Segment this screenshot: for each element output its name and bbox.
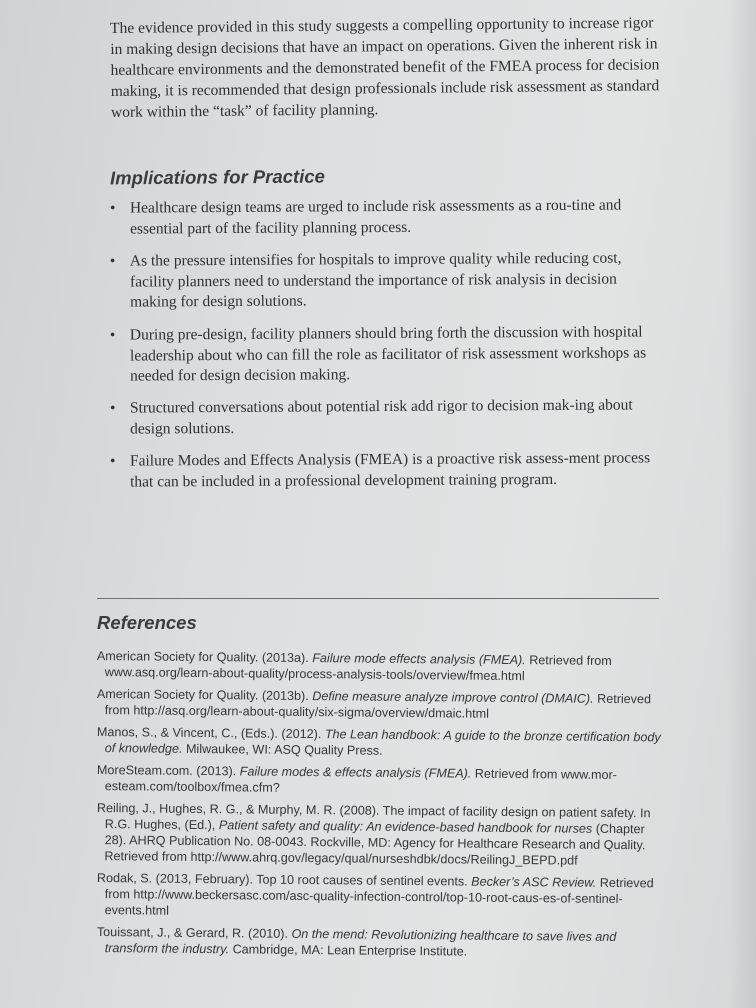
- references-section: [97, 612, 667, 962]
- list-item-text: As the pressure intensifies for hospitals to improve quality while reducing cost, facility planners need to understand the importance of risk analysis in decision making for design solutions.: [129, 249, 622, 311]
- reference-text: Cambridge, MA: Lean Enterprise Institute.: [229, 942, 468, 959]
- reference-entry: [97, 762, 667, 799]
- list-item-text: Healthcare design teams are urged to include risk assessments as a rou-tine and essential part of the facility planning process.: [129, 196, 622, 238]
- reference-text: MoreSteam.com. (2013).: [96, 762, 240, 779]
- reference-entry: [97, 924, 667, 961]
- reference-text: Manos, S., & Vincent, C., (Eds.). (2012).: [96, 724, 325, 742]
- reference-entry: [97, 686, 667, 723]
- reference-title: Define measure analyze improve control (DMAIC).: [312, 689, 594, 706]
- bullet-icon: •: [109, 252, 116, 270]
- reference-text: Retrieved from http://asq.org/learn-about-quality/six-sigma/overview/dmaic.html: [104, 691, 652, 721]
- reference-entry: [97, 724, 667, 761]
- bullet-icon: •: [109, 452, 116, 470]
- reference-entry: [97, 648, 667, 685]
- list-item: [110, 195, 661, 239]
- reference-text: Retrieved from www.asq.org/learn-about-quality/process-analysis-tools/overview/fmea.html: [104, 653, 612, 684]
- reference-text: Rodak, S. (2013, February). Top 10 root causes of sentinel events.: [96, 870, 472, 889]
- bullet-icon: •: [109, 399, 116, 417]
- reference-title: Failure mode effects analysis (FMEA).: [312, 651, 526, 668]
- bullet-icon: •: [109, 199, 116, 217]
- reference-text: American Society for Quality. (2013a).: [96, 648, 313, 666]
- references-heading: References: [97, 612, 197, 633]
- list-item-text: Failure Modes and Effects Analysis (FMEA) is a proactive risk assess-ment process that can be included in a professional development training program.: [129, 449, 651, 491]
- list-item-text: Structured conversations about potential risk add rigor to decision mak-ing about design solutions.: [129, 396, 633, 438]
- reference-title: Patient safety and quality: An evidence-based handbook for nurses: [218, 818, 593, 836]
- reference-entry: [97, 870, 667, 923]
- list-item-text: During pre-design, facility planners should bring forth the discussion with hospital leadership about who can fill the role as facilitator of risk assessment workshops as needed for design decision making.: [129, 322, 647, 385]
- reference-text: Retrieved from http://www.beckersasc.com/asc-quality-infection-control/top-10-root-caus-es-of-sentinel-events.html: [104, 875, 654, 918]
- reference-title: The Lean handbook: A guide to the bronze certification body of knowledge.: [104, 727, 661, 756]
- implications-heading: Implications for Practice: [109, 165, 325, 189]
- list-item: [110, 248, 661, 313]
- reference-text: Milwaukee, WI: ASQ Quality Press.: [182, 741, 383, 758]
- intro-paragraph: The evidence provided in this study suggests a compelling opportunity to increase rigor in making design decisions that have an impact on operations. Given the inherent risk in healthcare environments and the demonstrated benefit of the FMEA process for decision making, it is recommended that design professionals include risk assessment as standard work within the “task” of facility planning.: [110, 14, 660, 121]
- reference-title: On the mend: Revolutionizing healthcare to save lives and transform the industry.: [104, 926, 617, 957]
- reference-text: Touissant, J., & Gerard, R. (2010).: [96, 924, 292, 941]
- implications-list: [110, 197, 661, 491]
- list-item: [110, 448, 661, 492]
- page-edge-shadow: [726, 0, 756, 1008]
- section-divider: [97, 598, 659, 599]
- reference-entry: [96, 800, 667, 869]
- reference-title: Failure modes & effects analysis (FMEA).: [239, 764, 472, 781]
- list-item: [110, 322, 661, 387]
- reference-title: Becker’s ASC Review.: [471, 874, 597, 890]
- reference-text: Reiling, J., Hughes, R. G., & Murphy, M. R. (2008). The impact of facility design on patient safety. In R.G. Hughes, (Ed.),: [96, 800, 651, 833]
- bullet-icon: •: [109, 326, 116, 344]
- list-item: [110, 395, 661, 439]
- reference-text: Retrieved from www.mor-esteam.com/toolbox/fmea.cfm?: [104, 766, 617, 795]
- reference-text: (Chapter 28). AHRQ Publication No. 08-0043. Rockville, MD: Agency for Healthcare Research and Quality. Retrieved from http://www.ahrq.gov/legacy/qual/nurseshdbk/docs/ReilingJ_BEPD.pdf: [104, 821, 646, 868]
- reference-text: American Society for Quality. (2013b).: [96, 686, 313, 704]
